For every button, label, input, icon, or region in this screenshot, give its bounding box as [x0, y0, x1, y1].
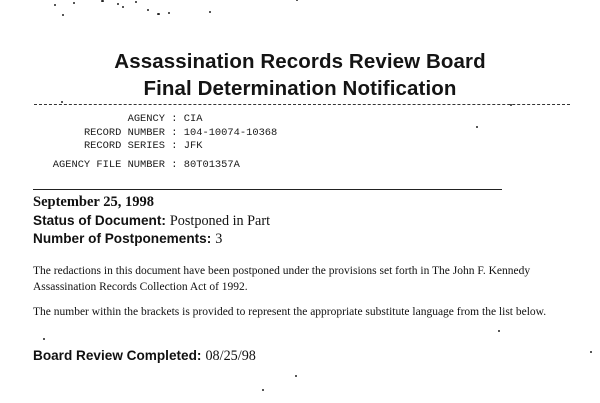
scan-speck: [62, 14, 64, 16]
document-subtitle: Final Determination Notification: [143, 77, 457, 100]
record-series-label: RECORD SERIES: [83, 140, 165, 152]
scan-speck: [101, 0, 104, 2]
scan-speck: [296, 0, 298, 1]
field-separator: :: [171, 159, 178, 171]
scan-speck: [498, 330, 500, 332]
brackets-paragraph: The number within the brackets is provided to represent the appropriate substitute language from the list below.: [33, 306, 547, 318]
scan-speck: [262, 389, 264, 391]
document-status: [33, 212, 270, 230]
status-label: Status of Document:: [33, 213, 166, 228]
scan-speck: [135, 1, 137, 3]
document-title: Assassination Records Review Board: [114, 50, 486, 73]
scan-speck: [122, 6, 124, 8]
scan-speck: [295, 375, 297, 377]
agency-label: AGENCY: [127, 113, 165, 125]
scan-speck: [61, 101, 63, 103]
status-value: Postponed in Part: [169, 213, 271, 229]
agency-row: [33, 113, 202, 125]
agency-file-number-label: AGENCY FILE NUMBER: [52, 159, 165, 171]
agency-file-number-value: 80T01357A: [183, 159, 240, 171]
solid-divider: [33, 189, 502, 190]
postponements-count: [33, 230, 222, 248]
determination-date: September 25, 1998: [33, 194, 154, 210]
postponements-value: 3: [215, 231, 223, 247]
scan-speck: [73, 2, 75, 4]
dashed-divider: [34, 104, 570, 105]
scan-speck: [43, 338, 45, 340]
field-separator: :: [171, 127, 178, 139]
scan-speck: [147, 9, 149, 11]
scan-speck: [590, 351, 592, 353]
record-number-value: 104-10074-10368: [183, 127, 278, 139]
scan-speck: [157, 13, 160, 15]
record-number-row: [33, 127, 277, 139]
record-series-row: [33, 140, 202, 152]
review-label: Board Review Completed:: [33, 348, 202, 363]
review-date: 08/25/98: [205, 348, 256, 364]
redaction-paragraph: The redactions in this document have been postponed under the provisions set forth in The John F. Kennedy Assassination Records Collection Act of 1992.: [33, 265, 531, 293]
scan-speck: [209, 11, 211, 13]
agency-file-number-row: [33, 159, 240, 171]
scan-speck: [54, 4, 56, 6]
postponements-label: Number of Postponements:: [33, 231, 212, 246]
record-number-label: RECORD NUMBER: [83, 127, 165, 139]
scan-speck: [117, 3, 119, 5]
scan-speck: [476, 126, 478, 128]
agency-value: CIA: [183, 113, 203, 125]
board-review-completed: [33, 347, 256, 365]
field-separator: :: [171, 140, 178, 152]
field-separator: :: [171, 113, 178, 125]
record-series-value: JFK: [183, 140, 203, 152]
scan-speck: [168, 12, 170, 14]
